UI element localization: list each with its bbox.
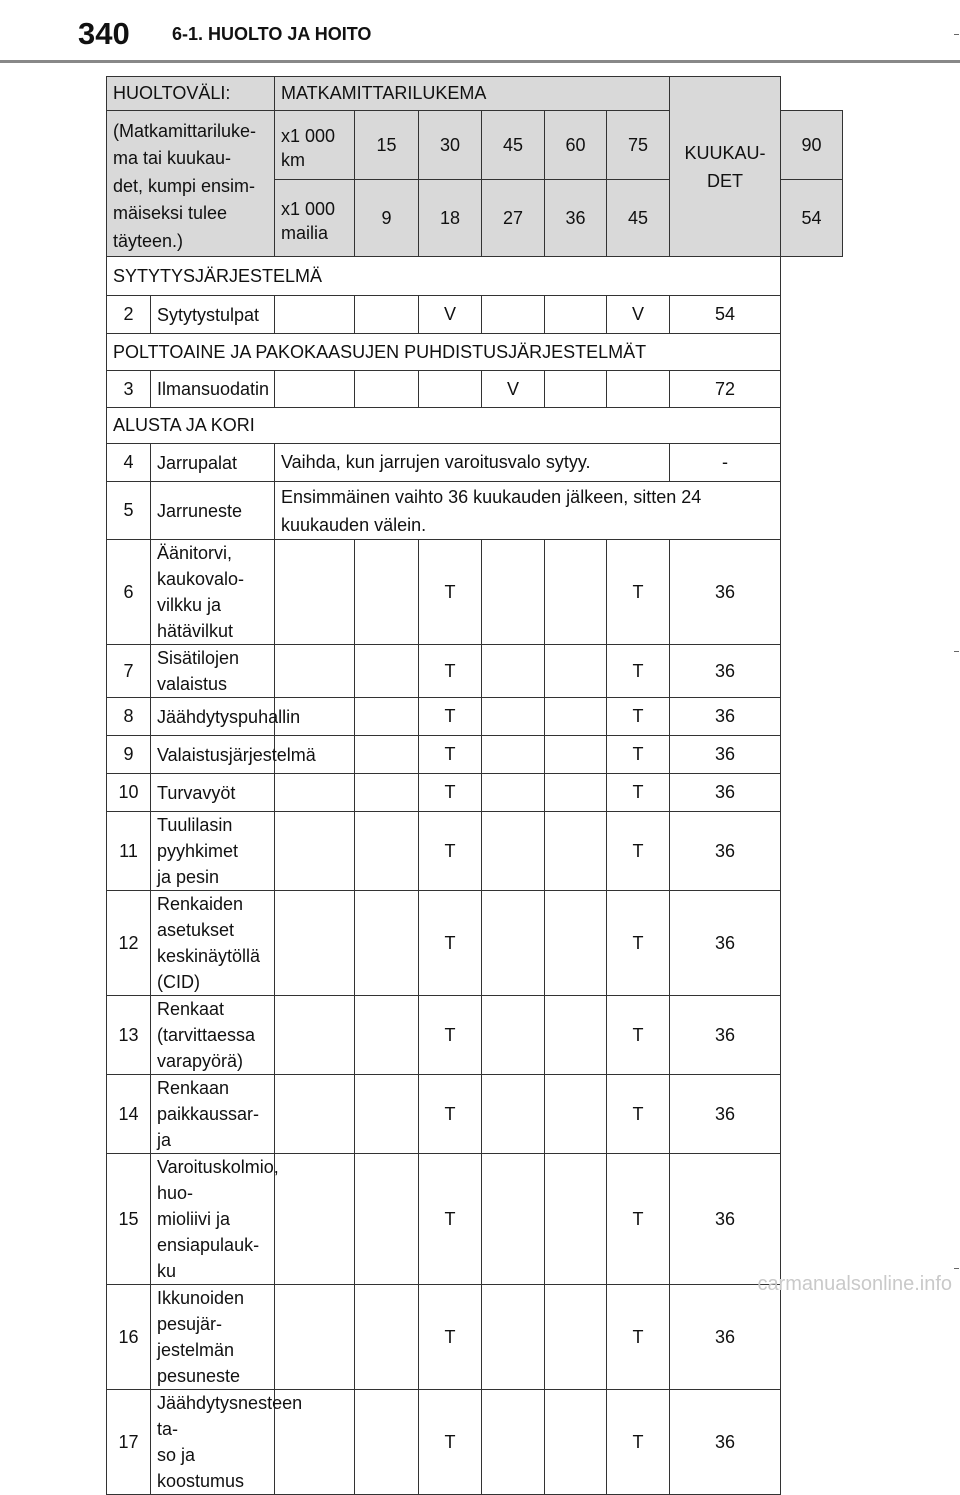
interval-mark [545,996,607,1075]
km-value: 15 [355,111,419,180]
table-row [107,482,843,540]
interval-mark: V [607,296,670,334]
months-value: 36 [670,891,781,996]
section-row [107,257,843,296]
interval-mark [275,371,355,408]
interval-mark [482,1285,545,1390]
table-row [107,296,843,334]
km-value: 90 [781,111,843,180]
interval-mark: T [419,774,482,812]
months-value: 54 [670,296,781,334]
item-name: Jarrupalat [151,444,275,482]
table-row [107,736,843,774]
months-value: 36 [670,1154,781,1285]
interval-mark [545,371,607,408]
item-number: 14 [107,1075,151,1154]
interval-mark [482,540,545,645]
item-number: 7 [107,645,151,698]
table-row [107,1285,843,1390]
table-row [107,1075,843,1154]
watermark: carmanualsonline.info [757,1273,952,1295]
table-row [107,812,843,891]
item-number: 12 [107,891,151,996]
item-name: Valaistusjärjestelmä [151,736,275,774]
interval-mark: T [607,698,670,736]
interval-mark [482,774,545,812]
interval-mark [545,1285,607,1390]
interval-mark: T [419,1285,482,1390]
table-row [107,1154,843,1285]
interval-mark: T [607,736,670,774]
table-row [107,645,843,698]
mile-value: 54 [781,180,843,257]
interval-mark: T [607,1075,670,1154]
item-number: 15 [107,1154,151,1285]
item-number: 8 [107,698,151,736]
table-row [107,540,843,645]
item-number: 2 [107,296,151,334]
interval-mark [545,1075,607,1154]
interval-mark [275,1390,355,1495]
item-name: Sisätilojen valaistus [151,645,275,698]
interval-mark [355,1390,419,1495]
interval-mark [275,1075,355,1154]
section-title: 6-1. HUOLTO JA HOITO [172,24,372,44]
item-name: Sytytystulpat [151,296,275,334]
interval-mark: V [482,371,545,408]
item-name: Jäähdytysnesteen ta- so ja koostumus [151,1390,275,1495]
interval-mark [482,1075,545,1154]
section-title-cell: POLTTOAINE JA PAKOKAASUJEN PUHDISTUSJÄRJESTELMÄT [107,334,781,371]
interval-mark: T [607,996,670,1075]
months-value: 36 [670,540,781,645]
item-number: 11 [107,812,151,891]
item-number: 6 [107,540,151,645]
km-value: 60 [545,111,607,180]
item-name: Renkaiden asetukset keskinäytöllä (CID) [151,891,275,996]
item-number: 3 [107,371,151,408]
interval-mark [482,296,545,334]
item-name: Varoituskolmio, huo- mioliivi ja ensiapulauk- ku [151,1154,275,1285]
months-value: 36 [670,1075,781,1154]
interval-mark [275,891,355,996]
item-name: Ikkunoiden pesujär- jestelmän pesuneste [151,1285,275,1390]
margin-mark [954,1268,959,1269]
interval-mark [482,891,545,996]
months-value: 36 [670,645,781,698]
mile-value: 45 [607,180,670,257]
interval-mark [545,891,607,996]
interval-mark [355,645,419,698]
item-note: Vaihda, kun jarrujen varoitusvalo sytyy. [275,444,670,482]
item-name: Ilmansuodatin [151,371,275,408]
mile-value: 27 [482,180,545,257]
interval-mark [355,736,419,774]
interval-mark [545,774,607,812]
interval-mark: T [607,540,670,645]
km-value: 45 [482,111,545,180]
months-value: 36 [670,812,781,891]
interval-mark [355,698,419,736]
table-row [107,996,843,1075]
interval-mark: T [419,812,482,891]
interval-mark [355,296,419,334]
interval-note: (Matkamittariluke- ma tai kuukau- det, kumpi ensim- mäiseksi tulee täyteen.) [107,111,275,257]
unit-km: x1 000 km [275,111,355,180]
interval-mark [482,812,545,891]
maintenance-table [106,76,843,1495]
interval-mark [275,1285,355,1390]
item-name: Äänitorvi, kaukovalo- vilkku ja hätävilkut [151,540,275,645]
interval-mark [545,812,607,891]
table-row [107,1390,843,1495]
interval-mark [607,371,670,408]
interval-mark: T [419,1390,482,1495]
section-row [107,334,843,371]
interval-mark: T [607,1154,670,1285]
mile-value: 36 [545,180,607,257]
item-number: 5 [107,482,151,540]
interval-mark: T [607,1285,670,1390]
interval-mark [545,1154,607,1285]
item-name: Turvavyöt [151,774,275,812]
interval-mark [355,812,419,891]
km-value: 30 [419,111,482,180]
table-header-row [107,77,843,111]
months-value: 72 [670,371,781,408]
unit-miles: x1 000 mailia [275,180,355,257]
interval-mark: T [419,540,482,645]
interval-mark: T [607,891,670,996]
interval-mark [355,1285,419,1390]
months-value: 36 [670,1285,781,1390]
interval-mark [355,891,419,996]
table-row [107,891,843,996]
interval-mark [545,698,607,736]
table-row [107,444,843,482]
interval-mark: V [419,296,482,334]
interval-mark [545,736,607,774]
interval-mark: T [607,645,670,698]
interval-header: HUOLTOVÄLI: [107,77,275,111]
interval-mark [275,996,355,1075]
header-divider [0,60,960,63]
months-header: KUUKAU- DET [670,77,781,257]
interval-mark [355,996,419,1075]
months-value: 36 [670,1390,781,1495]
interval-mark [482,1154,545,1285]
item-name: Jarruneste [151,482,275,540]
item-note: Ensimmäinen vaihto 36 kuukauden jälkeen, sitten 24 kuukauden välein. [275,482,781,540]
interval-mark [482,736,545,774]
interval-mark [355,371,419,408]
interval-mark: T [419,698,482,736]
interval-mark [545,1390,607,1495]
interval-mark [482,1390,545,1495]
margin-mark [954,651,959,652]
table-row [107,698,843,736]
margin-mark [954,34,959,35]
page-header [0,0,960,66]
item-number: 16 [107,1285,151,1390]
interval-mark [355,1154,419,1285]
km-value: 75 [607,111,670,180]
section-title-cell: SYTYTYSJÄRJESTELMÄ [107,257,781,296]
months-value: 36 [670,996,781,1075]
item-name: Renkaan paikkaussar- ja [151,1075,275,1154]
months-value: 36 [670,736,781,774]
interval-mark [275,812,355,891]
interval-mark: T [419,1154,482,1285]
interval-mark: T [419,996,482,1075]
interval-mark: T [419,891,482,996]
odometer-header: MATKAMITTARILUKEMA [275,77,670,111]
interval-mark: T [607,812,670,891]
interval-mark [355,540,419,645]
interval-mark [482,996,545,1075]
item-number: 17 [107,1390,151,1495]
mile-value: 18 [419,180,482,257]
item-number: 4 [107,444,151,482]
interval-mark [275,1154,355,1285]
table-row [107,371,843,408]
item-number: 9 [107,736,151,774]
interval-mark: T [607,774,670,812]
section-title-cell: ALUSTA JA KORI [107,408,781,444]
interval-mark: T [419,1075,482,1154]
interval-mark [482,645,545,698]
interval-mark [545,540,607,645]
months-value: 36 [670,698,781,736]
section-row [107,408,843,444]
interval-mark: T [419,645,482,698]
mile-value: 9 [355,180,419,257]
item-name: Renkaat (tarvittaessa varapyörä) [151,996,275,1075]
interval-mark [355,1075,419,1154]
interval-mark [275,774,355,812]
page-number: 340 [78,16,130,51]
interval-mark [482,698,545,736]
interval-mark [419,371,482,408]
interval-mark [545,296,607,334]
item-name: Tuulilasin pyyhkimet ja pesin [151,812,275,891]
item-name: Jäähdytyspuhallin [151,698,275,736]
interval-mark [275,645,355,698]
table-row [107,774,843,812]
interval-mark: T [419,736,482,774]
interval-mark [355,774,419,812]
item-number: 10 [107,774,151,812]
interval-mark [275,296,355,334]
interval-mark [275,540,355,645]
months-value: - [670,444,781,482]
interval-mark: T [607,1390,670,1495]
item-number: 13 [107,996,151,1075]
months-value: 36 [670,774,781,812]
interval-mark [545,645,607,698]
